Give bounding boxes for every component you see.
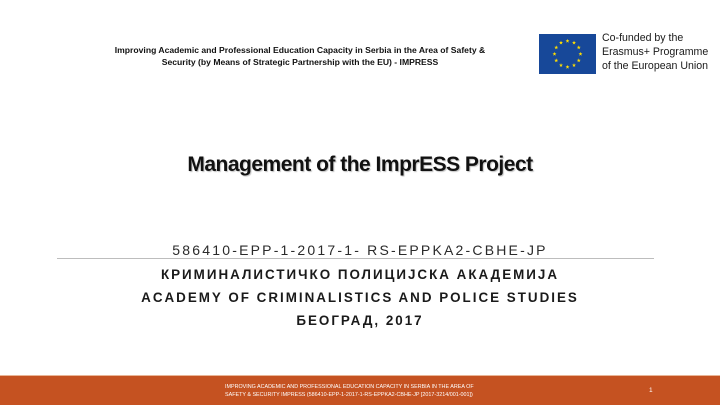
- institution-english: ACADEMY OF CRIMINALISTICS AND POLICE STUDIES: [141, 290, 579, 305]
- slide-title: Management of the ImprESS Project: [187, 153, 533, 176]
- eu-flag-icon: [539, 34, 596, 74]
- erasmus-logo: [539, 31, 709, 77]
- project-header-line-2: Security (by Means of Strategic Partnership with the EU) - IMPRESS: [161, 57, 439, 67]
- footer-line-1: IMPROVING ACADEMIC AND PROFESSIONAL EDUCATION CAPACITY IN SERBIA IN THE AREA OF: [225, 384, 474, 390]
- page-number: 1: [649, 387, 653, 394]
- footer-band: [0, 376, 720, 405]
- footer-text: [225, 383, 515, 399]
- institution-cyrillic: КРИМИНАЛИСТИЧКО ПОЛИЦИЈСКА АКАДЕМИЈА: [160, 267, 560, 282]
- erasmus-caption-line-2: Erasmus+ Programme: [602, 46, 709, 58]
- erasmus-caption: [602, 31, 709, 73]
- project-header: [60, 44, 540, 68]
- footer-line-2: SAFETY & SECURITY IMPRESS (586410-EPP-1-2017-1-RS-EPPKA2-CBHE-JP [2017-3214/001-001]): [225, 392, 473, 398]
- project-header-line-1: Improving Academic and Professional Education Capacity in Serbia in the Area of Safety &: [114, 45, 486, 55]
- erasmus-caption-line-3: of the European Union: [602, 60, 709, 72]
- project-code: 586410-EPP-1-2017-1- RS-EPPKA2-CBHE-JP: [172, 242, 548, 258]
- divider: [57, 258, 654, 259]
- city-year: БЕОГРАД, 2017: [296, 313, 424, 328]
- erasmus-caption-line-1: Co-funded by the: [602, 32, 684, 44]
